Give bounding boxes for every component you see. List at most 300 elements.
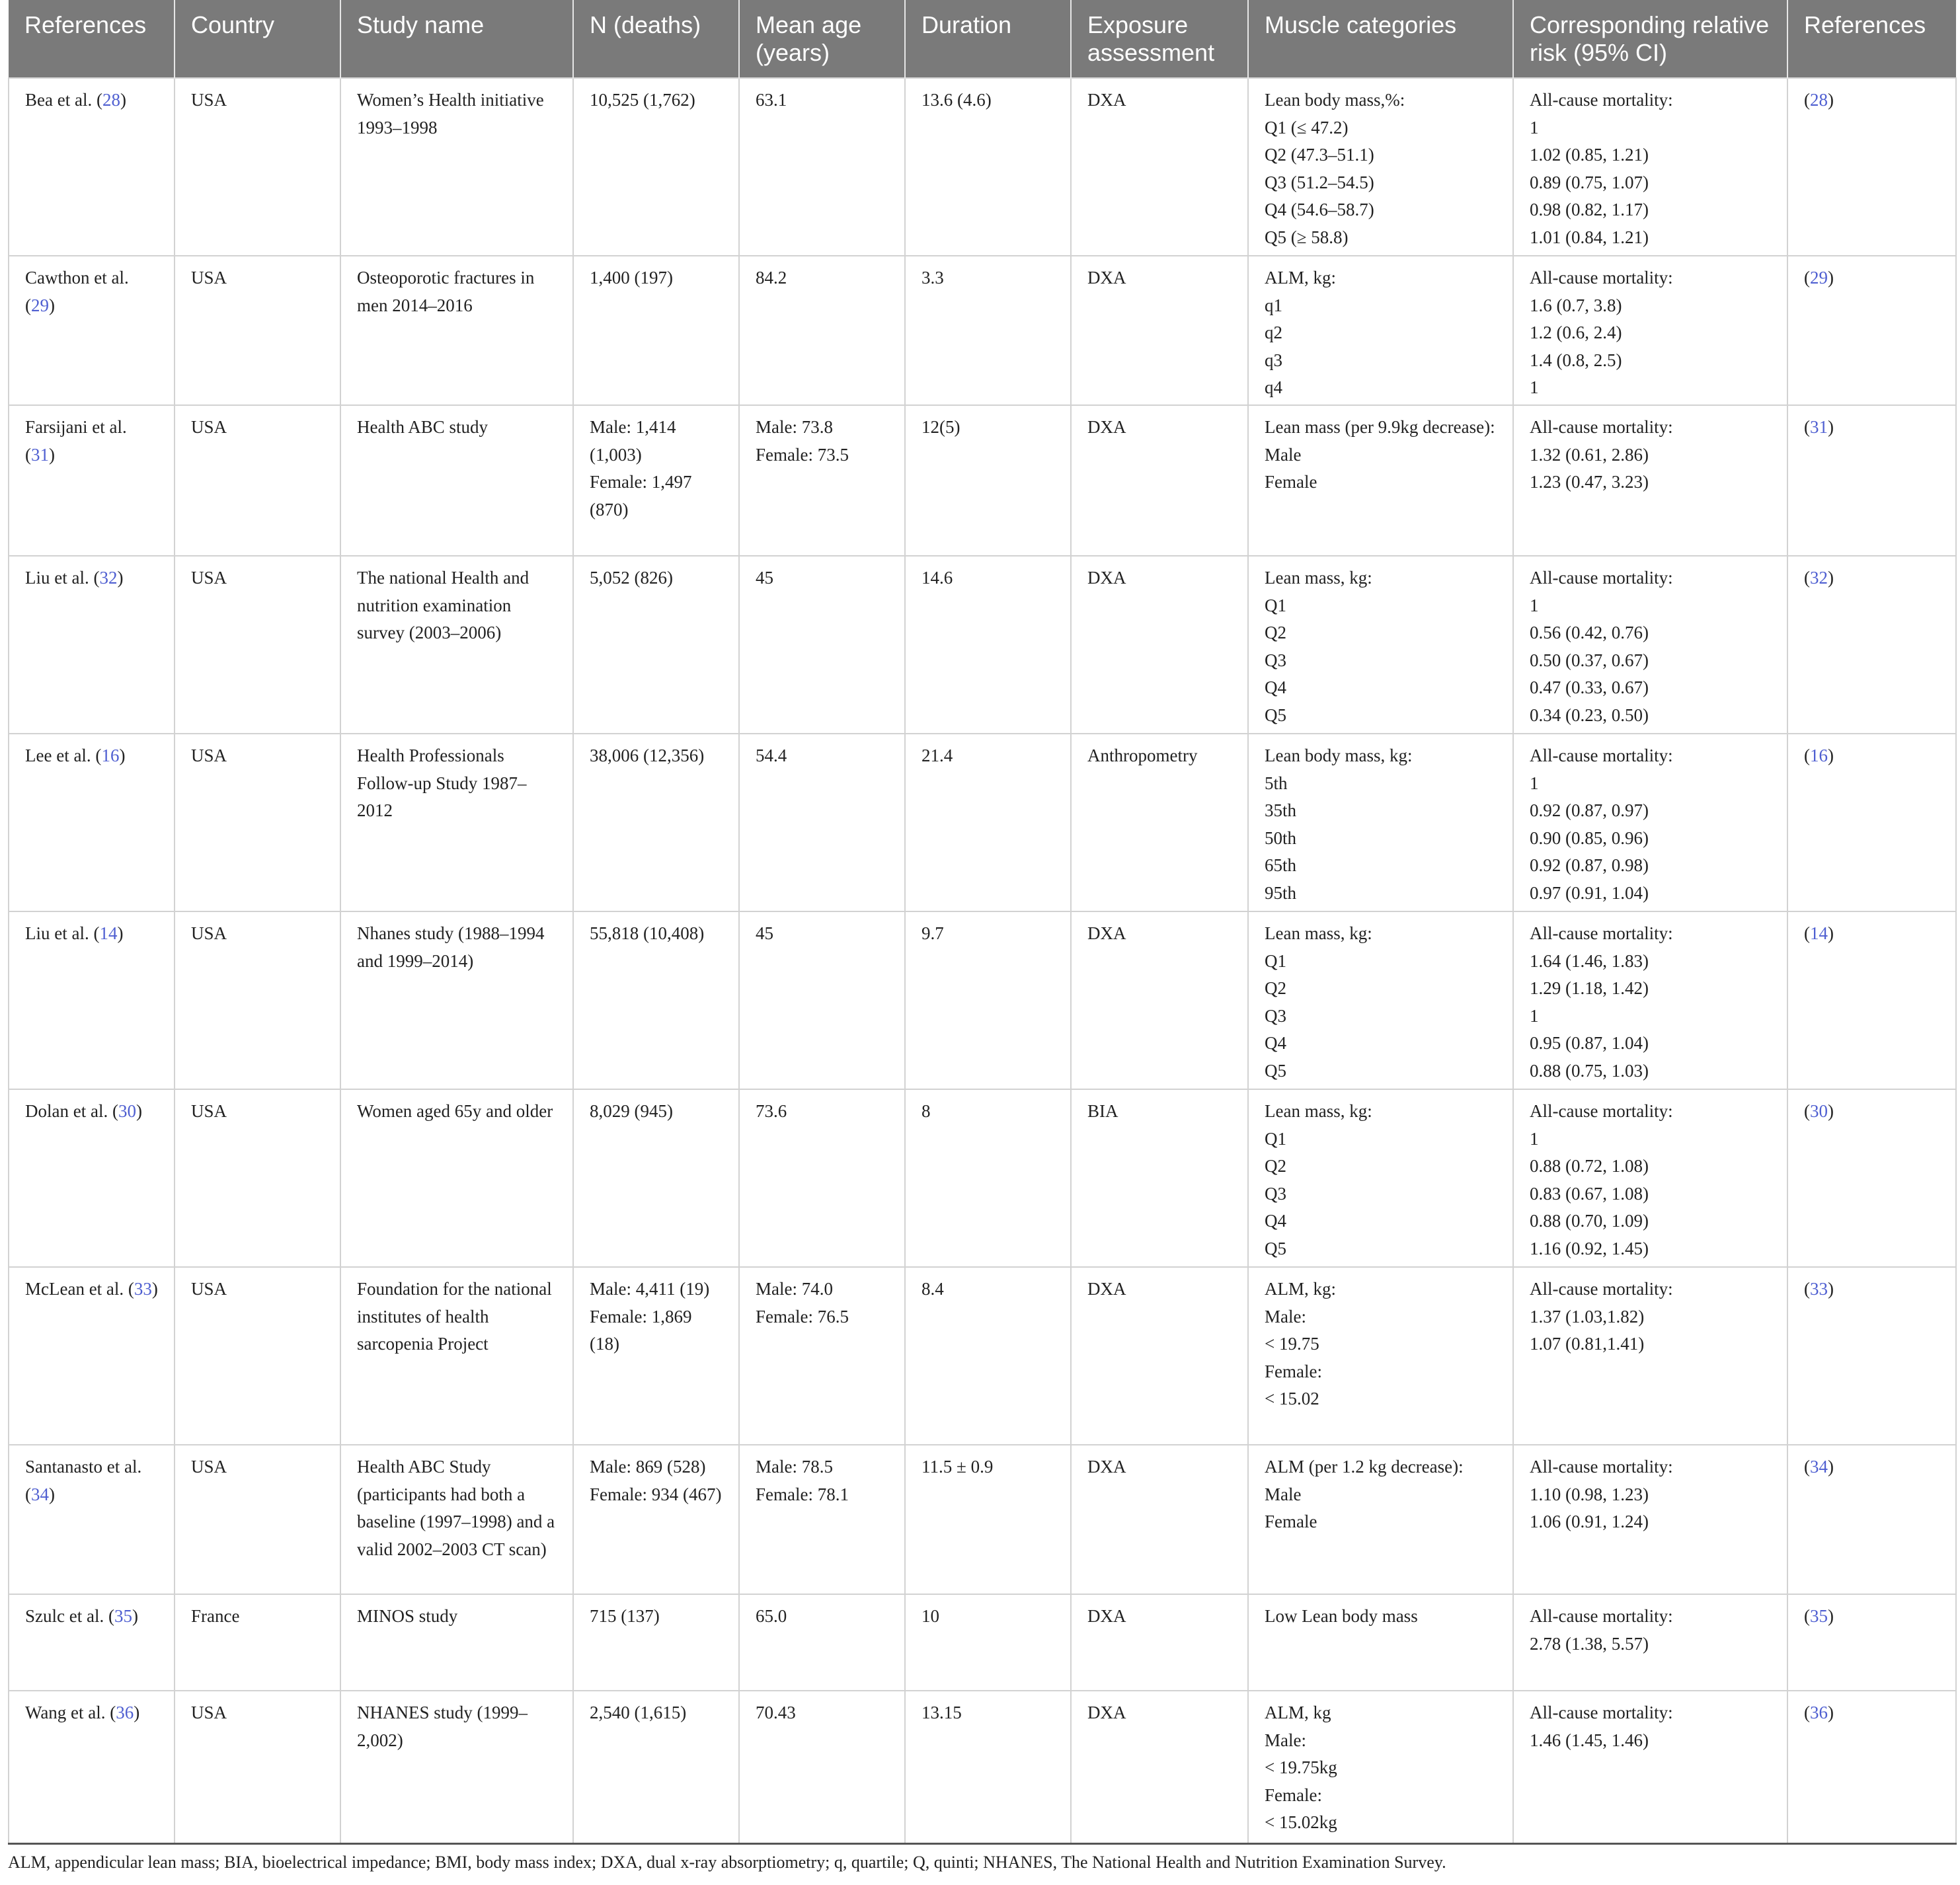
muscle-category-line: Q5 [1265,705,1286,725]
citation-close: ) [49,1484,55,1504]
relative-risk-line: 1 [1530,1005,1539,1026]
n-deaths-line: 8,029 (945) [590,1101,673,1121]
cell-n-deaths [573,1691,739,1843]
citation-link[interactable]: 28 [102,90,120,110]
cell-mean-age [739,1594,905,1691]
cell-mean-age [739,405,905,556]
citation-link[interactable]: 14 [99,923,118,943]
author-text: Santanasto et al. ( [25,1457,142,1504]
author-text: Liu et al. ( [25,568,100,588]
cell-relative-risk [1513,734,1787,911]
muscle-category-line: Lean body mass,%: [1265,90,1405,110]
citation-link[interactable]: 16 [101,746,120,765]
table-row [9,556,1956,734]
relative-risk-line: 0.56 (0.42, 0.76) [1530,623,1649,642]
muscle-category-line: Q3 [1265,1005,1286,1026]
cell-exposure: DXA [1071,1445,1248,1594]
cell-muscle-categories [1248,256,1513,405]
relative-risk-line: 1.29 (1.18, 1.42) [1530,978,1649,998]
cell-reference [9,1594,175,1691]
cell-n-deaths [573,78,739,256]
relative-risk-line: 0.34 (0.23, 0.50) [1530,705,1649,725]
citation-link[interactable]: 29 [31,295,49,315]
muscle-category-line: Female: [1265,1785,1322,1805]
relative-risk-line: 0.50 (0.37, 0.67) [1530,650,1649,670]
muscle-category-line: ALM, kg: [1265,1279,1336,1299]
relative-risk-line: 1.4 (0.8, 2.5) [1530,350,1622,370]
column-header: Duration [905,0,1071,78]
citation-link[interactable]: 28 [1810,90,1828,110]
cell-muscle-categories [1248,734,1513,911]
citation-open: ( [1804,1101,1810,1121]
cell-exposure: DXA [1071,556,1248,734]
citation-open: ( [1804,1606,1810,1626]
relative-risk-line: 0.47 (0.33, 0.67) [1530,677,1649,697]
cell-exposure: DXA [1071,78,1248,256]
muscle-category-line: 50th [1265,827,1297,848]
cell-duration: 3.3 [905,256,1071,405]
muscle-category-line: Male [1265,1484,1302,1504]
cell-country: USA [175,405,340,556]
author-text: Liu et al. ( [25,923,100,943]
table-row [9,734,1956,911]
studies-table [8,0,1957,1845]
cell-muscle-categories [1248,1594,1513,1691]
cell-mean-age [739,734,905,911]
cell-exposure: DXA [1071,911,1248,1089]
author-text: Dolan et al. ( [25,1101,118,1121]
cell-study-name: Foundation for the national institutes of health sarcopenia Project [340,1267,573,1445]
cell-study-name: Health ABC study [340,405,573,556]
citation-open: ( [1804,417,1810,437]
cell-relative-risk [1513,78,1787,256]
relative-risk-line: 2.78 (1.38, 5.57) [1530,1633,1649,1654]
cell-country: USA [175,1691,340,1843]
muscle-category-line: Q4 [1265,1033,1286,1053]
citation-open: ( [1804,746,1810,765]
cell-n-deaths [573,256,739,405]
table-body [9,78,1956,1843]
cell-reference-link [1787,911,1956,1089]
relative-risk-line: All-cause mortality: [1530,90,1673,110]
cell-n-deaths [573,556,739,734]
cell-mean-age [739,556,905,734]
n-deaths-line: 1,400 (197) [590,268,673,288]
citation-open: ( [1804,568,1810,588]
citation-link[interactable]: 32 [1810,568,1828,588]
mean-age-line: Male: 73.8 [756,417,833,437]
relative-risk-line: All-cause mortality: [1530,1279,1673,1299]
citation-close: ) [1828,746,1834,765]
relative-risk-line: All-cause mortality: [1530,568,1673,588]
cell-reference-link [1787,556,1956,734]
citation-link[interactable]: 33 [134,1279,152,1299]
citation-open: ( [1804,923,1810,943]
n-deaths-line: Female: 934 (467) [590,1484,722,1504]
cell-exposure: DXA [1071,1267,1248,1445]
cell-reference [9,1445,175,1594]
cell-exposure: DXA [1071,405,1248,556]
citation-link[interactable]: 16 [1810,746,1828,765]
n-deaths-line: 2,540 (1,615) [590,1703,687,1722]
n-deaths-line: 55,818 (10,408) [590,923,705,943]
relative-risk-line: All-cause mortality: [1530,268,1673,288]
cell-exposure: DXA [1071,1594,1248,1691]
cell-n-deaths [573,405,739,556]
citation-close: ) [136,1101,142,1121]
cell-duration: 12(5) [905,405,1071,556]
muscle-category-line: Male [1265,444,1302,465]
muscle-category-line: Q3 (51.2–54.5) [1265,172,1374,192]
table-row [9,1267,1956,1445]
muscle-category-line: Q2 [1265,623,1286,642]
muscle-category-line: Male: [1265,1306,1306,1327]
muscle-category-line: Female [1265,472,1317,492]
muscle-category-line: q4 [1265,377,1282,397]
muscle-category-line: Q5 [1265,1060,1286,1081]
citation-close: ) [1828,1279,1834,1299]
table-row [9,911,1956,1089]
n-deaths-line: Female: 1,869 (18) [590,1306,697,1354]
mean-age-line: Male: 78.5 [756,1457,833,1477]
cell-exposure: DXA [1071,256,1248,405]
citation-link[interactable]: 35 [1810,1606,1828,1626]
table-row [9,1691,1956,1843]
cell-n-deaths [573,734,739,911]
cell-country: USA [175,556,340,734]
author-text: Szulc et al. ( [25,1606,114,1626]
cell-relative-risk [1513,911,1787,1089]
column-header: Study name [340,0,573,78]
column-header: N (deaths) [573,0,739,78]
muscle-category-line: Q1 [1265,950,1286,971]
mean-age-line: Female: 78.1 [756,1484,849,1504]
muscle-category-line: Q4 [1265,677,1286,697]
relative-risk-line: 1.32 (0.61, 2.86) [1530,444,1649,465]
relative-risk-line: 1 [1530,1128,1539,1149]
citation-close: ) [1828,268,1834,288]
cell-reference-link [1787,734,1956,911]
relative-risk-line: 1.6 (0.7, 3.8) [1530,295,1622,315]
muscle-category-line: Q2 (47.3–51.1) [1265,145,1374,165]
cell-relative-risk [1513,1267,1787,1445]
citation-link[interactable]: 36 [116,1703,134,1722]
column-header: Exposure assessment [1071,0,1248,78]
muscle-category-line: Q1 [1265,1128,1286,1149]
cell-duration: 8 [905,1089,1071,1267]
muscle-category-line: Q5 [1265,1238,1286,1258]
citation-close: ) [151,1279,158,1299]
cell-reference [9,405,175,556]
relative-risk-line: 1.64 (1.46, 1.83) [1530,950,1649,971]
cell-relative-risk [1513,1089,1787,1267]
cell-reference [9,911,175,1089]
citation-close: ) [119,746,126,765]
relative-risk-line: All-cause mortality: [1530,417,1673,437]
muscle-category-line: 35th [1265,800,1297,820]
citation-close: ) [1828,1703,1834,1722]
relative-risk-line: 0.92 (0.87, 0.97) [1530,800,1649,820]
citation-close: ) [49,295,55,315]
cell-study-name: Osteoporotic fractures in men 2014–2016 [340,256,573,405]
cell-duration: 13.6 (4.6) [905,78,1071,256]
cell-relative-risk [1513,556,1787,734]
cell-n-deaths [573,911,739,1089]
n-deaths-line: Female: 1,497 (870) [590,472,697,519]
relative-risk-line: All-cause mortality: [1530,746,1673,765]
cell-muscle-categories [1248,1267,1513,1445]
citation-close: ) [1828,923,1834,943]
citation-open: ( [1804,90,1810,110]
relative-risk-line: 1.16 (0.92, 1.45) [1530,1238,1649,1258]
relative-risk-line: 1.06 (0.91, 1.24) [1530,1512,1649,1531]
relative-risk-line: 0.88 (0.75, 1.03) [1530,1060,1649,1081]
relative-risk-line: 0.95 (0.87, 1.04) [1530,1033,1649,1053]
cell-muscle-categories [1248,405,1513,556]
mean-age-line: 45 [756,923,773,943]
cell-country: USA [175,734,340,911]
cell-relative-risk [1513,1594,1787,1691]
relative-risk-line: 0.88 (0.70, 1.09) [1530,1211,1649,1231]
cell-relative-risk [1513,1691,1787,1843]
cell-mean-age [739,1691,905,1843]
cell-study-name: MINOS study [340,1594,573,1691]
column-header: Country [175,0,340,78]
relative-risk-line: All-cause mortality: [1530,1606,1673,1626]
relative-risk-line: 0.97 (0.91, 1.04) [1530,882,1649,903]
relative-risk-line: 0.92 (0.87, 0.98) [1530,855,1649,875]
n-deaths-line: 5,052 (826) [590,568,673,588]
muscle-category-line: q3 [1265,350,1282,370]
cell-reference-link [1787,1594,1956,1691]
muscle-category-line: < 15.02kg [1265,1812,1337,1832]
mean-age-line: Male: 74.0 [756,1279,833,1299]
citation-close: ) [49,444,55,465]
muscle-category-line: 95th [1265,882,1297,903]
cell-reference [9,78,175,256]
citation-open: ( [1804,1457,1810,1477]
relative-risk-line: All-cause mortality: [1530,1101,1673,1121]
cell-mean-age [739,911,905,1089]
citation-close: ) [1828,568,1834,588]
cell-country: USA [175,911,340,1089]
citation-link[interactable]: 31 [1810,417,1828,437]
cell-reference-link [1787,405,1956,556]
muscle-category-line: < 15.02 [1265,1389,1319,1408]
citation-open: ( [1804,1703,1810,1722]
citation-open: ( [1804,1279,1810,1299]
muscle-category-line: 5th [1265,773,1288,793]
mean-age-line: 63.1 [756,90,787,110]
n-deaths-line: 38,006 (12,356) [590,746,705,765]
muscle-category-line: Q1 [1265,595,1286,615]
cell-muscle-categories [1248,911,1513,1089]
relative-risk-line: 1.01 (0.84, 1.21) [1530,227,1649,247]
relative-risk-line: 0.83 (0.67, 1.08) [1530,1183,1649,1204]
relative-risk-line: 1 [1530,117,1539,137]
muscle-category-line: Lean mass (per 9.9kg decrease): [1265,417,1495,437]
cell-reference-link [1787,1445,1956,1594]
citation-link[interactable]: 30 [1810,1101,1828,1121]
relative-risk-line: 0.89 (0.75, 1.07) [1530,172,1649,192]
column-header: Corresponding relative risk (95% CI) [1513,0,1787,78]
citation-close: ) [1828,1457,1834,1477]
cell-duration: 9.7 [905,911,1071,1089]
author-text: Cawthon et al. ( [25,268,129,315]
muscle-category-line: 65th [1265,855,1297,875]
relative-risk-line: 1.2 (0.6, 2.4) [1530,323,1622,342]
muscle-category-line: Lean mass, kg: [1265,568,1372,588]
mean-age-line: 70.43 [756,1703,796,1722]
cell-muscle-categories [1248,1691,1513,1843]
cell-reference [9,1691,175,1843]
citation-link[interactable]: 30 [118,1101,136,1121]
cell-reference [9,556,175,734]
table-row [9,1445,1956,1594]
citation-link[interactable]: 34 [1810,1457,1828,1477]
author-text: Farsijani et al. ( [25,417,127,465]
muscle-category-line: Q1 (≤ 47.2) [1265,117,1349,137]
cell-n-deaths [573,1089,739,1267]
relative-risk-line: All-cause mortality: [1530,1457,1673,1477]
relative-risk-line: 1.46 (1.45, 1.46) [1530,1730,1649,1750]
muscle-category-line: Male: [1265,1730,1306,1750]
citation-close: ) [134,1703,140,1722]
citation-close: ) [132,1606,138,1626]
muscle-category-line: Lean body mass, kg: [1265,746,1413,765]
table-header-row [9,0,1956,78]
cell-muscle-categories [1248,78,1513,256]
muscle-category-line: Female: [1265,1361,1322,1381]
citation-close: ) [1828,417,1834,437]
author-text: Lee et al. ( [25,746,102,765]
muscle-category-line: Q3 [1265,650,1286,670]
citation-link[interactable]: 32 [99,568,118,588]
column-header: Muscle categories [1248,0,1513,78]
n-deaths-line: 715 (137) [590,1606,660,1626]
relative-risk-line: All-cause mortality: [1530,1703,1673,1722]
relative-risk-line: 0.98 (0.82, 1.17) [1530,200,1649,219]
cell-exposure: Anthropometry [1071,734,1248,911]
n-deaths-line: Male: 869 (528) [590,1457,706,1477]
cell-relative-risk [1513,256,1787,405]
muscle-category-line: Female [1265,1512,1317,1531]
table-row [9,405,1956,556]
muscle-category-line: < 19.75kg [1265,1757,1337,1777]
mean-age-line: Female: 73.5 [756,444,849,465]
citation-link[interactable]: 35 [114,1606,132,1626]
cell-study-name: NHANES study (1999–2,002) [340,1691,573,1843]
citation-link[interactable]: 33 [1810,1279,1828,1299]
citation-link[interactable]: 14 [1810,923,1828,943]
cell-duration: 13.15 [905,1691,1071,1843]
cell-country: USA [175,1445,340,1594]
cell-mean-age [739,78,905,256]
cell-country: France [175,1594,340,1691]
muscle-category-line: ALM, kg: [1265,268,1336,288]
muscle-category-line: Q4 (54.6–58.7) [1265,200,1374,219]
muscle-category-line: q2 [1265,323,1282,342]
cell-duration: 11.5 ± 0.9 [905,1445,1071,1594]
relative-risk-line: 1.07 (0.81,1.41) [1530,1334,1645,1354]
cell-study-name: Women’s Health initiative 1993–1998 [340,78,573,256]
cell-duration: 10 [905,1594,1071,1691]
mean-age-line: 45 [756,568,773,588]
table-row [9,1594,1956,1691]
muscle-category-line: Q2 [1265,1156,1286,1176]
citation-link[interactable]: 31 [31,444,49,465]
column-header: Mean age (years) [739,0,905,78]
relative-risk-line: 1 [1530,377,1539,397]
cell-exposure: BIA [1071,1089,1248,1267]
citation-close: ) [120,90,126,110]
author-text: Wang et al. ( [25,1703,116,1722]
column-header: References [9,0,175,78]
cell-study-name: The national Health and nutrition examination survey (2003–2006) [340,556,573,734]
citation-link[interactable]: 29 [1810,268,1828,288]
n-deaths-line: 10,525 (1,762) [590,90,695,110]
cell-study-name: Health Professionals Follow-up Study 1987–2012 [340,734,573,911]
cell-country: USA [175,78,340,256]
cell-muscle-categories [1248,556,1513,734]
citation-open: ( [1804,268,1810,288]
cell-reference [9,1089,175,1267]
cell-duration: 21.4 [905,734,1071,911]
cell-mean-age [739,1267,905,1445]
cell-duration: 8.4 [905,1267,1071,1445]
cell-study-name: Women aged 65y and older [340,1089,573,1267]
cell-exposure: DXA [1071,1691,1248,1843]
cell-relative-risk [1513,1445,1787,1594]
muscle-category-line: Q3 [1265,1183,1286,1204]
relative-risk-line: All-cause mortality: [1530,923,1673,943]
cell-n-deaths [573,1267,739,1445]
muscle-category-line: Q5 (≥ 58.8) [1265,227,1349,247]
table-row [9,1089,1956,1267]
muscle-category-line: ALM (per 1.2 kg decrease): [1265,1457,1464,1477]
mean-age-line: 73.6 [756,1101,787,1121]
table-row [9,78,1956,256]
cell-reference-link [1787,256,1956,405]
cell-mean-age [739,1445,905,1594]
citation-close: ) [1828,1606,1834,1626]
author-text: McLean et al. ( [25,1279,134,1299]
cell-n-deaths [573,1445,739,1594]
relative-risk-line: 1.02 (0.85, 1.21) [1530,145,1649,165]
muscle-category-line: Low Lean body mass [1265,1606,1418,1626]
mean-age-line: 84.2 [756,268,787,288]
cell-study-name: Nhanes study (1988–1994 and 1999–2014) [340,911,573,1089]
table-container [8,0,1955,1845]
n-deaths-line: Male: 4,411 (19) [590,1279,710,1299]
relative-risk-line: 1 [1530,773,1539,793]
cell-relative-risk [1513,405,1787,556]
relative-risk-line: 0.90 (0.85, 0.96) [1530,827,1649,848]
muscle-category-line: ALM, kg [1265,1703,1331,1722]
cell-reference [9,1267,175,1445]
relative-risk-line: 1.23 (0.47, 3.23) [1530,472,1649,492]
muscle-category-line: Lean mass, kg: [1265,1101,1372,1121]
cell-muscle-categories [1248,1445,1513,1594]
author-text: Bea et al. ( [25,90,102,110]
relative-risk-line: 1 [1530,595,1539,615]
citation-link[interactable]: 34 [31,1484,49,1504]
muscle-category-line: Q4 [1265,1211,1286,1231]
citation-link[interactable]: 36 [1810,1703,1828,1722]
cell-n-deaths [573,1594,739,1691]
cell-reference [9,256,175,405]
relative-risk-line: 0.88 (0.72, 1.08) [1530,1156,1649,1176]
